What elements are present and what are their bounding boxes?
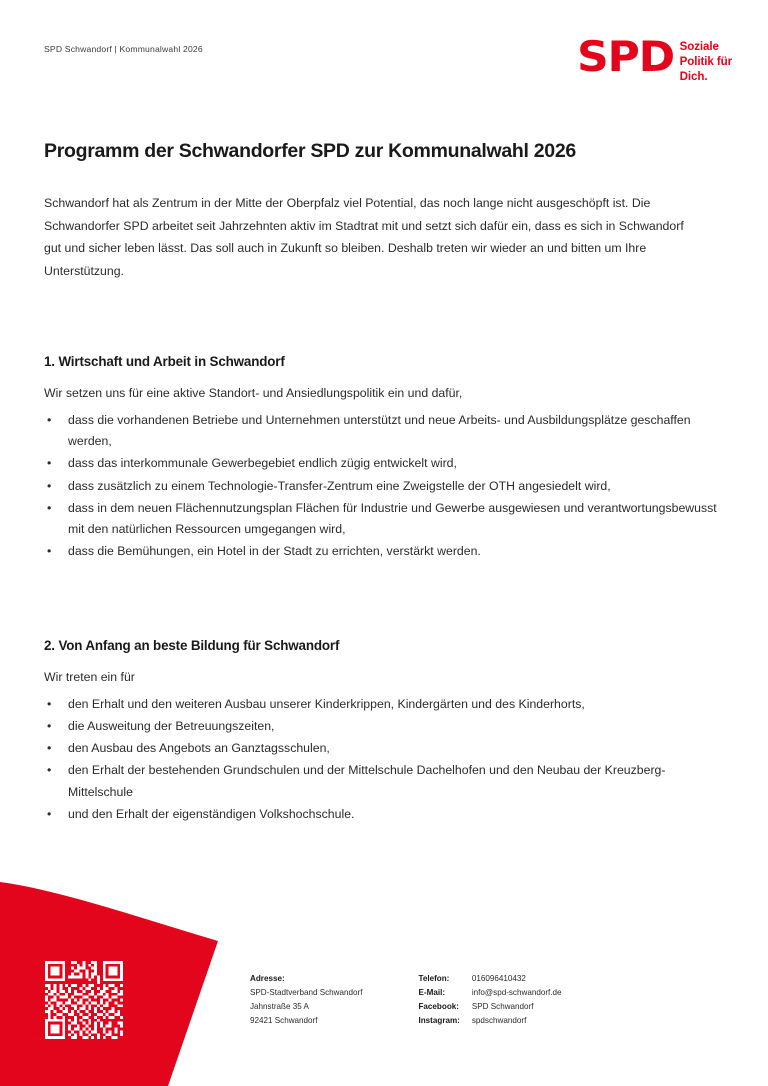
address-heading: Adresse: bbox=[250, 974, 285, 983]
section-heading-2: 2. Von Anfang an beste Bildung für Schwandorf bbox=[44, 637, 340, 653]
footer-address-column bbox=[250, 972, 362, 1028]
section-bullet-list-1 bbox=[44, 410, 724, 563]
contact-label-telefon: Telefon: bbox=[418, 974, 450, 983]
list-item bbox=[44, 476, 724, 497]
bullet-icon: • bbox=[47, 544, 52, 559]
table-row bbox=[418, 1000, 561, 1014]
document-content bbox=[44, 140, 724, 826]
page-header bbox=[0, 0, 768, 110]
list-item bbox=[44, 804, 724, 825]
list-item-text: und den Erhalt der eigenständigen Volkshochschule. bbox=[68, 806, 355, 821]
footer-contact-block bbox=[250, 972, 730, 1028]
contact-table bbox=[418, 972, 561, 1028]
bullet-icon: • bbox=[47, 741, 52, 756]
bullet-icon: • bbox=[47, 763, 52, 778]
bullet-icon: • bbox=[47, 696, 52, 711]
list-item-text: den Ausbau des Angebots an Ganztagsschulen, bbox=[68, 741, 330, 756]
spd-claim-line-1: Soziale bbox=[679, 40, 719, 53]
section-heading-1: 1. Wirtschaft und Arbeit in Schwandorf bbox=[44, 353, 285, 369]
list-item bbox=[44, 694, 724, 715]
list-item bbox=[44, 410, 724, 453]
contact-value-instagram[interactable]: spdschwandorf bbox=[471, 1015, 527, 1025]
intro-paragraph: Schwandorf hat als Zentrum in der Mitte der Oberpfalz viel Potential, das noch lange nicht ausgeschöpft ist. Die Schwandorfer SPD arbeitet seit Jahrzehnten aktiv im Stadtrat mit und setzt sich dafür ein, dass es sich in Schwandorf gut und sicher leben lässt. Das soll auch in Zukunft so bleiben. Deshalb treten wir wieder an und bitten um Ihre Unterstützung. bbox=[44, 196, 684, 278]
bullet-icon: • bbox=[47, 478, 52, 493]
table-row bbox=[418, 1014, 561, 1028]
spd-wordmark: SPD bbox=[577, 32, 675, 81]
section-bullet-list-2 bbox=[44, 694, 724, 826]
list-item-text: dass das interkommunale Gewerbegebiet endlich zügig entwickelt wird, bbox=[68, 456, 457, 471]
spd-logo bbox=[577, 32, 732, 84]
list-item bbox=[44, 498, 724, 541]
list-item-text: dass zusätzlich zu einem Technologie-Transfer-Zentrum eine Zweigstelle der OTH angesiedelt wird, bbox=[68, 478, 611, 493]
table-row bbox=[418, 972, 561, 986]
contact-label-email: E-Mail: bbox=[418, 987, 446, 997]
contact-value-facebook[interactable]: SPD Schwandorf bbox=[471, 1001, 534, 1011]
list-item-text: dass in dem neuen Flächennutzungsplan Flächen für Industrie und Gewerbe ausgewiesen und verantwortungsbewusst mit den natürlichen Ressourcen umgegangen wird, bbox=[68, 500, 717, 537]
list-item bbox=[44, 453, 724, 474]
spd-claim-line-3: Dich. bbox=[679, 69, 708, 83]
contact-label-facebook: Facebook: bbox=[418, 1001, 459, 1011]
list-item bbox=[44, 738, 724, 759]
page-title: Programm der Schwandorfer SPD zur Kommunalwahl 2026 bbox=[44, 140, 576, 162]
contact-value-telefon: 016096410432 bbox=[471, 974, 526, 983]
address-line-1: SPD-Stadtverband Schwandorf bbox=[250, 987, 363, 997]
list-item-text: die Ausweitung der Betreuungszeiten, bbox=[68, 718, 275, 733]
spd-claim-line-2: Politik für bbox=[679, 54, 732, 68]
bullet-icon: • bbox=[47, 412, 52, 427]
contact-value-email[interactable]: info@spd-schwandorf.de bbox=[471, 987, 562, 997]
qr-code-icon bbox=[42, 958, 126, 1042]
section-lead-in-1: Wir setzen uns für eine aktive Standort- und Ansiedlungspolitik ein und dafür, bbox=[44, 385, 463, 400]
list-item-text: den Erhalt und den weiteren Ausbau unserer Kinderkrippen, Kindergärten und des Kinderhorts, bbox=[68, 696, 585, 711]
footer-contacts-column bbox=[418, 972, 561, 1028]
bullet-icon: • bbox=[47, 806, 52, 821]
contact-label-instagram: Instagram: bbox=[418, 1015, 460, 1025]
header-kicker: SPD Schwandorf | Kommunalwahl 2026 bbox=[44, 44, 203, 54]
table-row bbox=[418, 986, 561, 1000]
qr-code[interactable] bbox=[42, 958, 126, 1042]
list-item bbox=[44, 541, 724, 562]
list-item bbox=[44, 760, 724, 803]
section-lead-in-2: Wir treten ein für bbox=[44, 669, 135, 684]
list-item-text: dass die vorhandenen Betriebe und Unternehmen unterstützt und neue Arbeits- und Ausbildungsplätze geschaffen werden, bbox=[68, 412, 691, 449]
bullet-icon: • bbox=[47, 718, 52, 733]
bullet-icon: • bbox=[47, 500, 52, 515]
address-line-3: 92421 Schwandorf bbox=[250, 1015, 318, 1025]
list-item-text: dass die Bemühungen, ein Hotel in der Stadt zu errichten, verstärkt werden. bbox=[68, 544, 481, 559]
bullet-icon: • bbox=[47, 456, 52, 471]
list-item bbox=[44, 716, 724, 737]
spd-claim bbox=[680, 38, 732, 84]
list-item-text: den Erhalt der bestehenden Grundschulen und der Mittelschule Dachelhofen und den Neubau der Kreuzberg-Mittelschule bbox=[68, 763, 666, 799]
address-line-2: Jahnstraße 35 A bbox=[250, 1001, 309, 1011]
